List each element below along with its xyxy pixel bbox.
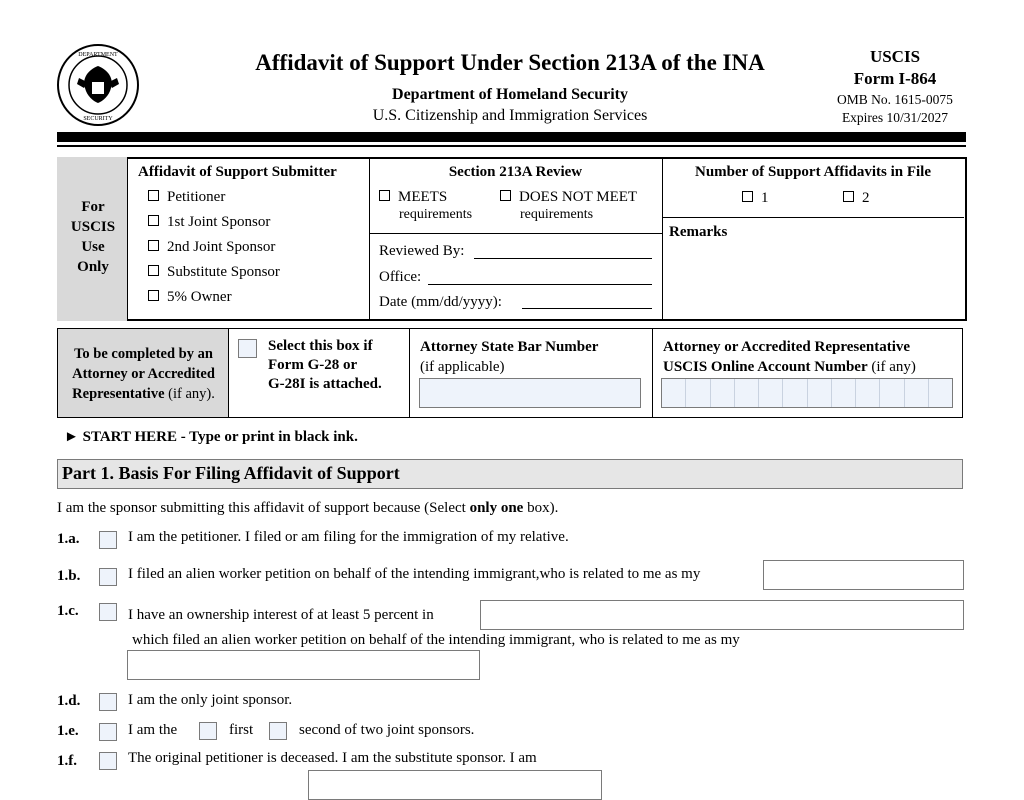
divider — [369, 233, 662, 234]
affidavits-option-1[interactable]: 1 — [742, 190, 769, 207]
online-account-heading: Attorney or Accredited Representative USCIS Online Account Number (if any) — [663, 339, 916, 375]
divider — [662, 217, 964, 218]
checkbox[interactable] — [500, 190, 511, 201]
item-1f-text: The original petitioner is deceased. I am the substitute sponsor. I am — [128, 750, 537, 766]
checkbox[interactable] — [379, 190, 390, 201]
checkbox[interactable] — [843, 191, 854, 202]
item-1e-first-checkbox[interactable] — [199, 722, 217, 740]
online-account-input[interactable] — [661, 378, 953, 408]
divider — [662, 157, 663, 320]
item-1b-checkbox[interactable] — [99, 568, 117, 586]
checkbox[interactable] — [742, 191, 753, 202]
item-1b-relationship-input[interactable] — [763, 560, 964, 590]
review-meets[interactable]: MEETS — [379, 189, 447, 206]
checkbox[interactable] — [148, 240, 159, 251]
bar-number-input[interactable] — [419, 378, 641, 408]
affidavits-option-2[interactable]: 2 — [843, 190, 870, 207]
item-1e-second-label: second of two joint sponsors. — [299, 722, 475, 738]
item-1a-text: I am the petitioner. I filed or am filing for the immigration of my relative. — [128, 529, 569, 545]
date-label: Date (mm/dd/yyyy): — [379, 294, 502, 310]
item-1c-relationship-input[interactable] — [127, 650, 480, 680]
item-1b-number: 1.b. — [57, 568, 81, 584]
dhs-seal-icon — [57, 44, 139, 126]
item-1d-text: I am the only joint sponsor. — [128, 692, 293, 708]
reviewed-by-label: Reviewed By: — [379, 243, 465, 259]
form-title: Affidavit of Support Under Section 213A of the INA — [255, 50, 765, 75]
item-1c-number: 1.c. — [57, 603, 79, 619]
checkbox[interactable] — [148, 190, 159, 201]
divider — [652, 328, 653, 418]
checkbox[interactable] — [148, 290, 159, 301]
expiration-date: Expires 10/31/2027 — [841, 110, 949, 125]
svg-text:DEPARTMENT: DEPARTMENT — [78, 52, 118, 58]
g28-attached-checkbox[interactable] — [238, 339, 257, 358]
review-does-not-meet-sub: requirements — [520, 207, 594, 222]
item-1e-text-pre: I am the — [128, 722, 178, 738]
form-number: Form I-864 — [853, 69, 937, 88]
part1-intro: I am the sponsor submitting this affidavit of support because (Select only one box). — [57, 500, 559, 516]
item-1e-first-label: first — [229, 722, 254, 738]
remarks-label: Remarks — [669, 224, 728, 240]
item-1d-checkbox[interactable] — [99, 693, 117, 711]
item-1e-number: 1.e. — [57, 723, 79, 739]
bar-number-heading: Attorney State Bar Number (if applicable) — [420, 339, 599, 375]
uscis-use-label: For USCIS Use Only — [70, 199, 116, 275]
omb-number: OMB No. 1615-0075 — [837, 92, 953, 107]
part1-title: Part 1. Basis For Filing Affidavit of Support — [62, 463, 400, 483]
item-1b-text: I filed an alien worker petition on behalf of the intending immigrant,who is related to me as my — [128, 566, 701, 582]
item-1e-second-checkbox[interactable] — [269, 722, 287, 740]
checkbox[interactable] — [148, 215, 159, 226]
divider — [369, 157, 370, 320]
g28-label: Select this box if Form G-28 or G-28I is attached. — [268, 338, 382, 392]
review-does-not-meet[interactable]: DOES NOT MEET — [500, 189, 637, 206]
start-here-instruction: ► START HERE - Type or print in black ink. — [64, 429, 358, 445]
item-1c-company-input[interactable] — [480, 600, 964, 630]
item-1c-checkbox[interactable] — [99, 603, 117, 621]
item-1c-text-2: which filed an alien worker petition on behalf of the intending immigrant, who is related to me as my — [132, 632, 740, 648]
item-1d-number: 1.d. — [57, 693, 81, 709]
affidavits-heading: Number of Support Affidavits in File — [695, 164, 931, 180]
divider — [409, 328, 410, 418]
item-1a-number: 1.a. — [57, 531, 80, 547]
submitter-option-2nd-joint[interactable]: 2nd Joint Sponsor — [148, 239, 275, 256]
header-rule-thick — [57, 132, 966, 142]
attorney-label: To be completed by an Attorney or Accredited Representative (if any). — [72, 346, 215, 402]
department-name: Department of Homeland Security — [392, 86, 628, 103]
review-meets-sub: requirements — [399, 207, 473, 222]
date-line — [522, 308, 652, 309]
submitter-option-petitioner[interactable]: Petitioner — [148, 189, 225, 206]
office-label: Office: — [379, 269, 422, 285]
agency-short: USCIS — [869, 47, 921, 66]
reviewed-by-line — [474, 258, 652, 259]
item-1f-relationship-input[interactable] — [308, 770, 602, 800]
item-1f-number: 1.f. — [57, 753, 77, 769]
submitter-option-1st-joint[interactable]: 1st Joint Sponsor — [148, 214, 270, 231]
submitter-heading: Affidavit of Support Submitter — [138, 164, 337, 180]
submitter-option-substitute[interactable]: Substitute Sponsor — [148, 264, 280, 281]
agency-name: U.S. Citizenship and Immigration Services — [372, 107, 648, 124]
review-heading: Section 213A Review — [448, 164, 583, 180]
item-1c-text: I have an ownership interest of at least 5 percent in — [128, 607, 434, 623]
item-1e-checkbox[interactable] — [99, 723, 117, 741]
item-1a-checkbox[interactable] — [99, 531, 117, 549]
checkbox[interactable] — [148, 265, 159, 276]
item-1f-checkbox[interactable] — [99, 752, 117, 770]
header-rule-thin — [57, 145, 966, 147]
submitter-option-5pct-owner[interactable]: 5% Owner — [148, 289, 232, 306]
office-line — [428, 284, 652, 285]
svg-text:SECURITY: SECURITY — [83, 116, 113, 122]
